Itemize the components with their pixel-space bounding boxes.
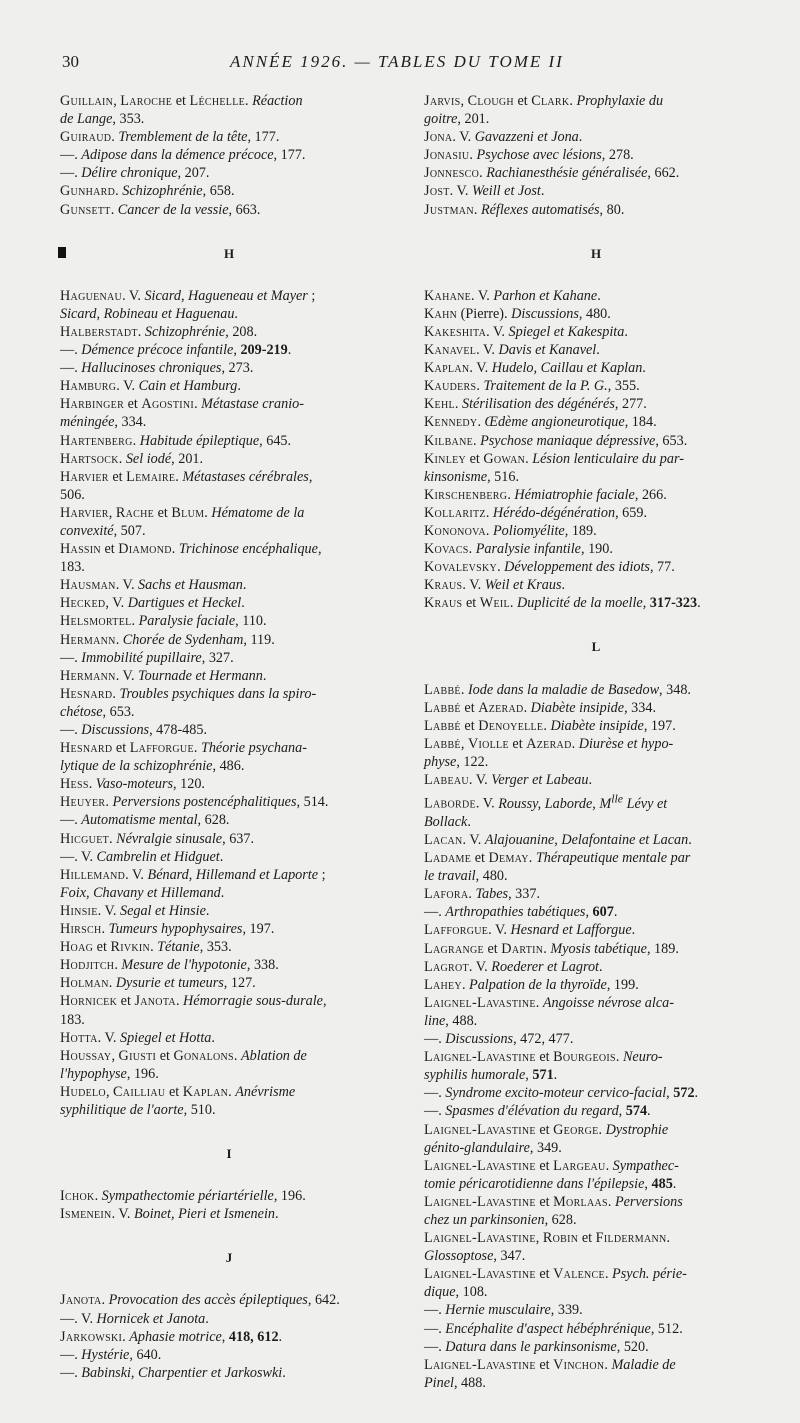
entry-line: Hillemand. V. Bénard, Hillemand et Laporte ; [60,866,326,883]
index-entry [424,1193,768,1229]
index-entry [60,395,398,431]
entry-line: Laignel-Lavastine et Largeau. Sympathec- [424,1157,679,1174]
entry-line: Kaplan. V. Hudelo, Caillau et Kaplan. [424,360,646,377]
index-entry [424,921,768,939]
entry-line: —. Discussions, 472, 477. [424,1031,574,1048]
entry-line: Laignel-Lavastine, Robin et Fildermann. [424,1230,671,1247]
entry-line: Hodjitch. Mesure de l'hypotonie, 338. [60,957,279,974]
index-entry [424,1301,768,1319]
entry-continuation: Foix, Chavany et Hillemand. [60,884,225,901]
entry-continuation: Pinel, 488. [424,1374,486,1391]
entry-line: —. Syndrome excito-moteur cervico-facial, 572. [424,1085,699,1102]
index-entry [60,146,398,164]
entry-continuation: Bollack. [424,813,471,830]
index-entry [424,594,768,612]
entry-line: Hausman. V. Sachs et Hausman. [60,577,247,594]
index-entry [60,811,398,829]
index-entry [60,164,398,182]
index-entry [424,1084,768,1102]
index-entry [60,1187,398,1205]
entry-line: Hoag et Rivkin. Tétanie, 353. [60,939,232,956]
index-entry [60,830,398,848]
entry-continuation: tomie péricarotidienne dans l'épilepsie, 485. [424,1175,677,1192]
index-entry [424,771,768,789]
section-letter: L [591,639,601,655]
section-heading [60,1145,398,1163]
entry-line: Harbinger et Agostini. Métastase cranio- [60,396,304,413]
entry-line: —. Délire chronique, 207. [60,165,210,182]
entry-continuation: physe, 122. [424,753,489,770]
entry-line: Kovalevsky. Développement des idiots, 77. [424,559,675,576]
entry-line: Lacan. V. Alajouanine, Delafontaine et Lacan. [424,832,692,849]
index-entry [60,359,398,377]
entry-line: Laignel-Lavastine et Morlaas. Perversions [424,1193,683,1210]
entry-line: Guillain, Laroche et Léchelle. Réaction [60,93,303,109]
entry-line: Houssay, Giusti et Gonalons. Ablation de [60,1047,307,1064]
entry-line: Hornicek et Janota. Hémorragie sous-durale, [60,993,327,1010]
entry-line: Kraus et Weil. Duplicité de la moelle, 317-323. [424,595,701,612]
entry-line: Laignel-Lavastine et Valence. Psych. périe- [424,1266,687,1283]
entry-line: Hecked, V. Dartigues et Heckel. [60,595,245,612]
entry-line: Kehl. Stérilisation des dégénérés, 277. [424,396,647,413]
index-entry [424,395,768,413]
entry-line: Hirsch. Tumeurs hypophysaires, 197. [60,921,275,938]
entry-continuation: méningée, 334. [60,414,147,431]
index-entry [424,940,768,958]
running-head [62,52,762,74]
index-entry [424,1356,768,1392]
entry-line: Kirschenberg. Hémiatrophie faciale, 266. [424,486,667,503]
entry-line: Hinsie. V. Segal et Hinsie. [60,902,210,919]
entry-line: Halberstadt. Schizophrénie, 208. [60,323,258,340]
index-entry [60,956,398,974]
entry-line: —. Hallucinoses chroniques, 273. [60,360,254,377]
index-entry [60,775,398,793]
index-entry [424,976,768,994]
entry-continuation: syphilis humorale, 571. [424,1067,558,1084]
index-entry [60,341,398,359]
entry-line: Heuyer. Perversions postencéphalitiques, 514. [60,794,329,811]
entry-continuation: chétose, 653. [60,703,135,720]
index-entry [424,1157,768,1193]
entry-line: Jonnesco. Rachianesthésie généralisée, 662. [424,165,680,182]
entry-line: —. Adipose dans la démence précoce, 177. [60,147,306,164]
entry-line: Helsmortel. Paralysie faciale, 110. [60,613,267,630]
section-letter: H [590,245,602,261]
entry-line: Kraus. V. Weil et Kraus. [424,577,566,594]
entry-line: Laignel-Lavastine et Bourgeois. Neuro- [424,1049,663,1066]
entry-line: Harvier, Rache et Blum. Hématome de la [60,504,305,521]
index-entry [60,938,398,956]
index-entry [424,1121,768,1157]
index-entry [60,902,398,920]
index-entry [60,1047,398,1083]
entry-line: Kauders. Traitement de la P. G., 355. [424,378,640,395]
entry-line: Laborde. V. Roussy, Laborde, $M^{lle}$ Lévy et [424,791,668,812]
entry-line: —. Démence précoce infantile, 209-219. [60,342,292,359]
entry-line: Kinley et Gowan. Lésion lenticulaire du par- [424,450,684,467]
entry-line: —. Babinski, Charpentier et Jarkoswki. [60,1364,286,1381]
entry-line: Janota. Provocation des accès épileptiques, 642. [60,1292,340,1309]
entry-continuation: de Lange, 353. [60,111,145,128]
entry-continuation: goitre, 201. [424,111,490,128]
index-entry [424,958,768,976]
entry-line: Holman. Dysurie et tumeurs, 127. [60,975,256,992]
entry-line: Labeau. V. Verger et Labeau. [424,772,593,788]
entry-line: —. Hystérie, 640. [60,1346,162,1363]
index-entry [424,377,768,395]
index-entry [424,504,768,522]
index-entry [424,789,768,831]
index-entry [60,631,398,649]
entry-line: Hermann. Chorée de Sydenham, 119. [60,631,275,648]
index-entry [424,432,768,450]
index-entry [60,1029,398,1047]
entry-line: Gunsett. Cancer de la vessie, 663. [60,201,261,218]
entry-line: Lafforgue. V. Hesnard et Lafforgue. [424,922,636,939]
entry-line: Lagrange et Dartin. Myosis tabétique, 189. [424,940,679,957]
index-entry [60,1364,398,1382]
index-entry [60,1083,398,1119]
index-entry [60,1291,398,1309]
index-entry [60,377,398,395]
index-entry [424,128,768,146]
entry-line: Lahey. Palpation de la thyroïde, 199. [424,976,639,993]
index-entry [424,735,768,771]
entry-continuation: génito-glandulaire, 349. [424,1139,562,1156]
section-heading [60,245,398,263]
index-entry [60,92,398,128]
index-entry [60,432,398,450]
entry-line: Gunhard. Schizophrénie, 658. [60,183,235,200]
right-column [424,92,768,1392]
entry-line: —. Datura dans le parkinsonisme, 520. [424,1338,649,1355]
entry-continuation: Glossoptose, 347. [424,1248,526,1265]
index-entry [424,287,768,305]
entry-line: —. Spasmes d'élévation du regard, 574. [424,1103,651,1120]
entry-line: —. Discussions, 478-485. [60,722,208,738]
index-entry [424,903,768,921]
entry-line: Labbé, Violle et Azerad. Diurèse et hypo- [424,735,674,752]
index-entry [424,1030,768,1048]
entry-continuation: chez un parkinsonien, 628. [424,1211,577,1228]
index-entry [424,1102,768,1120]
entry-continuation: line, 488. [424,1012,478,1029]
entry-continuation: 506. [60,486,85,503]
index-entry [424,1320,768,1338]
index-entry [60,576,398,594]
entry-line: Kahn (Pierre). Discussions, 480. [424,305,611,322]
index-entry [424,1229,768,1265]
entry-continuation: syphilitique de l'aorte, 510. [60,1101,216,1118]
entry-line: Kovacs. Paralysie infantile, 190. [424,541,613,558]
index-entry [60,649,398,667]
entry-line: —. Encéphalite d'aspect hébéphrénique, 512. [424,1320,683,1337]
index-entry [60,612,398,630]
entry-continuation: l'hypophyse, 196. [60,1065,159,1082]
section-letter: H [223,245,235,261]
index-entry [424,1265,768,1301]
section-letter: I [226,1146,232,1162]
entry-line: Labbé. Iode dans la maladie de Basedow, 348. [424,681,691,698]
entry-line: Kennedy. Œdème angioneurotique, 184. [424,414,657,431]
entry-line: —. Arthropathies tabétiques, 607. [424,904,618,921]
entry-line: —. V. Cambrelin et Hidguet. [60,848,224,865]
index-entry [424,341,768,359]
section-heading [424,638,768,656]
index-entry [424,1338,768,1356]
index-entry [60,201,398,219]
entry-continuation: lytique de la schizophrénie, 486. [60,758,245,775]
entry-line: Hamburg. V. Cain et Hamburg. [60,378,241,395]
entry-line: Hess. Vaso-moteurs, 120. [60,776,205,793]
entry-line: —. Automatisme mental, 628. [60,812,230,829]
entry-line: Ichok. Sympathectomie périartérielle, 196. [60,1188,306,1205]
index-entry [424,849,768,885]
index-entry [424,146,768,164]
entry-line: Hermann. V. Tournade et Hermann. [60,667,267,684]
entry-line: Jarvis, Clough et Clark. Prophylaxie du [424,93,664,109]
entry-continuation: convexité, 507. [60,522,146,539]
entry-line: Hudelo, Cailliau et Kaplan. Anévrisme [60,1083,296,1100]
index-entry [424,699,768,717]
entry-continuation: dique, 108. [424,1284,488,1301]
entry-line: Hotta. V. Spiegel et Hotta. [60,1029,215,1046]
index-entry [60,866,398,902]
entry-line: Hesnard et Lafforgue. Théorie psychana- [60,740,307,757]
entry-line: —. Immobilité pupillaire, 327. [60,649,234,666]
index-entry [60,1310,398,1328]
index-entry [424,681,768,699]
entry-line: Hicguet. Névralgie sinusale, 637. [60,830,255,847]
index-entry [424,576,768,594]
entry-line: Labbé et Denoyelle. Diabète insipide, 197. [424,717,676,734]
section-marker [58,247,66,258]
entry-line: Hartsock. Sel iodé, 201. [60,450,204,467]
entry-line: Kilbane. Psychose maniaque dépressive, 653. [424,432,688,449]
entry-line: Laignel-Lavastine et Vinchon. Maladie de [424,1356,676,1373]
index-entry [424,413,768,431]
index-entry [60,1205,398,1223]
entry-continuation: Sicard, Robineau et Haguenau. [60,305,238,322]
entry-line: Justman. Réflexes automatisés, 80. [424,201,625,218]
entry-line: Jona. V. Gavazzeni et Jona. [424,129,583,146]
entry-line: Jost. V. Weill et Jost. [424,183,545,200]
index-entry [60,323,398,341]
index-entry [60,594,398,612]
entry-line: Kakeshita. V. Spiegel et Kakespita. [424,323,628,340]
entry-line: Jarkowski. Aphasie motrice, 418, 612. [60,1328,283,1345]
entry-line: Jonasiu. Psychose avec lésions, 278. [424,147,634,164]
index-entry [424,359,768,377]
entry-line: Harvier et Lemaire. Métastases cérébrales, [60,468,313,485]
entry-line: Labbé et Azerad. Diabète insipide, 334. [424,699,656,716]
index-entry [60,974,398,992]
index-entry [60,920,398,938]
index-entry [424,201,768,219]
entry-line: Kanavel. V. Davis et Kanavel. [424,342,600,359]
index-entry [60,1346,398,1364]
entry-continuation: 183. [60,559,85,576]
left-column [60,92,398,1382]
index-entry [60,504,398,540]
entry-line: Hartenberg. Habitude épileptique, 645. [60,432,292,449]
index-entry [60,468,398,504]
entry-continuation: kinsonisme, 516. [424,468,519,485]
entry-line: Hassin et Diamond. Trichinose encéphalique, [60,541,322,558]
index-entry [424,994,768,1030]
entry-line: Haguenau. V. Sicard, Hagueneau et Mayer ; [60,287,316,304]
entry-continuation: 183. [60,1011,85,1028]
entry-line: —. V. Hornicek et Janota. [60,1310,209,1327]
index-entry [424,92,768,128]
entry-line: Lagrot. V. Roederer et Lagrot. [424,958,603,975]
index-entry [60,685,398,721]
entry-line: Laignel-Lavastine et George. Dystrophie [424,1121,669,1138]
section-heading [60,1249,398,1267]
index-entry [424,831,768,849]
index-entry [424,164,768,182]
index-entry [424,486,768,504]
index-entry [424,717,768,735]
entry-line: Kononova. Poliomyélite, 189. [424,522,597,539]
entry-line: Guiraud. Tremblement de la tête, 177. [60,129,280,146]
entry-line: Kahane. V. Parhon et Kahane. [424,287,601,304]
running-title: ANNÉE 1926. — TABLES DU TOME II [230,52,564,71]
index-entry [424,323,768,341]
entry-line: Lafora. Tabes, 337. [424,886,540,903]
index-entry [60,182,398,200]
index-entry [60,848,398,866]
index-entry [60,739,398,775]
section-letter: J [225,1250,233,1266]
entry-line: Hesnard. Troubles psychiques dans la spiro- [60,685,317,702]
index-entry [60,128,398,146]
section-heading [424,245,768,263]
index-entry [60,793,398,811]
entry-line: —. Hernie musculaire, 339. [424,1302,583,1319]
index-entry [60,721,398,739]
index-entry [60,540,398,576]
index-entry [424,305,768,323]
index-entry [424,558,768,576]
entry-line: Kollaritz. Hérédo-dégénération, 659. [424,504,647,521]
index-entry [424,450,768,486]
index-entry [60,450,398,468]
entry-line: Laignel-Lavastine. Angoisse névrose alca- [424,994,674,1011]
index-entry [424,885,768,903]
index-entry [60,667,398,685]
entry-line: Ismenein. V. Boinet, Pieri et Ismenein. [60,1206,279,1223]
index-entry [60,992,398,1028]
index-entry [424,182,768,200]
index-entry [60,1328,398,1346]
index-entry [424,522,768,540]
index-entry [424,1048,768,1084]
entry-line: Ladame et Demay. Thérapeutique mentale par [424,850,691,867]
index-entry [60,287,398,323]
entry-continuation: le travail, 480. [424,868,508,885]
index-entry [424,540,768,558]
page-number: 30 [62,52,79,71]
